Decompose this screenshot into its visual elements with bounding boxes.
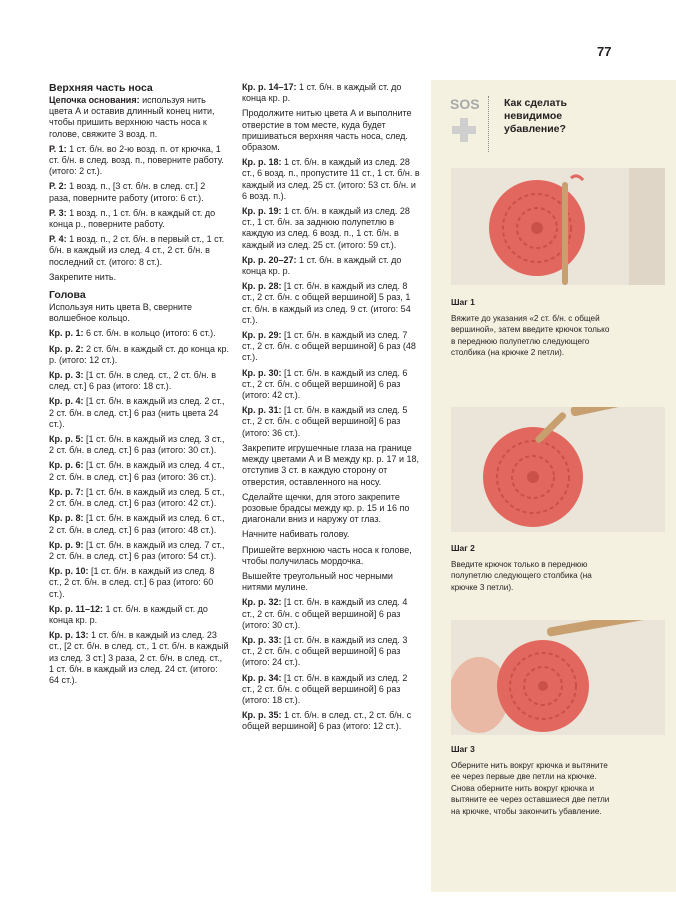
row-text: 1 ст. б/н. в каждый из след. 23 ст., [2 ст. б/н. в след. ст., 1 ст. б/н. в каждый из след. 3 ст.] 3 раза, 2 ст. б/н. в след. ст., 1 ст. б/н. в каждый из след. 24 ст. (итого: 64 ст.). [49, 630, 229, 685]
row-label: Кр. р. 33: [242, 634, 282, 645]
row-text: [1 ст. б/н. в каждый из след. 3 ст., 2 ст. б/н. в след. ст.] 6 раз (итого: 30 ст.). [49, 434, 225, 456]
step-3-text: Оберните нить вокруг крючка и вытяните ее через первые две петли на крючке. Снова оберните нить вокруг крючка и вытяните ее через оставшиеся две петли на крючке, чтобы закончить убавление. [451, 760, 610, 816]
row-label: Кр. р. 10: [49, 566, 89, 577]
row-text: [1 ст. б/н. в каждый из след. 4 ст., 2 ст. б/н. с общей вершиной] 6 раз (итого: 30 ст.). [242, 597, 408, 630]
row-label: Кр. р. 2: [49, 343, 84, 354]
row-text: [1 ст. б/н. в каждый из след. 2 ст., 2 ст. б/н. в след. ст.] 6 раз (нить цвета 24 ст.). [49, 396, 225, 429]
row-text: [1 ст. б/н. в каждый из след. 7 ст., 2 ст. б/н. с общей вершиной] 6 раз (48 ст.). [242, 330, 416, 363]
row-label: Кр. р. 7: [49, 486, 84, 497]
row-text: 1 ст. б/н. в каждый из след. 28 ст., 6 возд. п., пропустите 11 ст., 1 ст. б/н. в каждый из след. 25 ст. (итого: 53 ст. б/н. и 6 возд. п.). [242, 157, 420, 201]
row-label: Кр. р. 4: [49, 396, 84, 407]
pattern-row [49, 208, 229, 230]
row-text: Начните набивать голову. [242, 529, 350, 540]
pattern-row [242, 597, 420, 631]
row-label: Кр. р. 34: [242, 672, 282, 683]
pattern-row [49, 460, 229, 482]
row-text: Вышейте треугольный нос черными нитями мулине. [242, 570, 393, 593]
pattern-row [49, 344, 229, 366]
step-3-label: Шаг 3 [451, 744, 475, 754]
row-label: Р. 4: [49, 234, 67, 245]
pattern-row [242, 635, 420, 669]
pattern-row [49, 234, 229, 268]
left-column [49, 82, 229, 690]
pattern-row [242, 492, 420, 526]
row-label: Кр. р. 35: [242, 710, 282, 721]
row-label: Р. 2: [49, 181, 67, 192]
pattern-row [242, 82, 420, 104]
row-text: Продолжите нитью цвета А и выполните отверстие в том месте, куда будет пришиваться верхняя часть носа, след. образом. [242, 108, 412, 153]
pattern-row [49, 630, 229, 686]
row-text: 1 ст. б/н. в каждый из след. 28 ст., 1 ст. б/н. за заднюю полупетлю в каждую из след. 6 возд. п., 1 ст. б/н. в каждый из след. 25 ст. (итого: 59 ст.). [242, 206, 410, 250]
pattern-row [242, 368, 420, 402]
row-text: 1 возд. п., [3 ст. б/н. в след. ст.] 2 раза, поверните работу (итого: 6 ст.). [49, 181, 206, 203]
pattern-row [49, 181, 229, 203]
row-text: [1 ст. б/н. в каждый из след. 8 ст., 2 ст. б/н. с общей вершиной] 5 раз, 1 ст. б/н. в каждый из след. 9 ст. (итого: 54 ст.). [242, 281, 411, 325]
chain-text: используя нить цвета А и оставив длинный конец нити, чтобы пришить верхнюю часть носа к голове, свяжите 3 возд. п. [49, 95, 215, 139]
row-text: 1 ст. б/н. во 2-ю возд. п. от крючка, 1 ст. б/н. в след. возд. п., поверните работу. (итого: 2 ст.). [49, 143, 224, 177]
row-text: [1 ст. б/н. в каждый из след. 2 ст., 2 ст. б/н. с общей вершиной] 6 раз (итого: 18 ст.). [242, 672, 408, 705]
row-text: 2 ст. б/н. в каждый ст. до конца кр. р. (итого: 12 ст.). [49, 343, 229, 365]
pattern-row [49, 434, 229, 456]
chain-paragraph [49, 95, 229, 140]
nose-rows [49, 144, 229, 268]
row-text: 1 ст. б/н. в каждый ст. до конца кр. р. [49, 603, 208, 625]
pattern-row [49, 144, 229, 178]
pattern-row [49, 540, 229, 562]
step-2-text: Введите крючок только в переднюю полупетлю следующего столбика (на крючке 3 петли). [451, 559, 592, 592]
pattern-row [242, 571, 420, 593]
head-title: Голова [49, 289, 86, 302]
pattern-row [49, 604, 229, 626]
pattern-row [49, 370, 229, 392]
row-text: [1 ст. б/н. в каждый из след. 7 ст., 2 ст. б/н. в след. ст.] 6 раз (итого: 54 ст.). [49, 539, 225, 561]
row-label: Кр. р. 11–12: [49, 603, 104, 614]
step-2-label: Шаг 2 [451, 543, 475, 553]
row-label: Кр. р. 5: [49, 434, 84, 445]
pattern-row [242, 673, 420, 707]
step-1-label: Шаг 1 [451, 297, 475, 307]
pattern-row [49, 328, 229, 339]
row-text: [1 ст. б/н. в каждый из след. 6 ст., 2 ст. б/н. в след. ст.] 6 раз (итого: 48 ст.). [49, 513, 225, 535]
row-text: 6 ст. б/н. в кольцо (итого: 6 ст.). [83, 328, 216, 339]
pattern-row [242, 443, 420, 488]
pattern-row [242, 545, 420, 567]
row-label: Кр. р. 28: [242, 281, 282, 292]
row-label: Кр. р. 6: [49, 460, 84, 471]
right-column [242, 82, 420, 737]
row-label: Р. 1: [49, 143, 67, 154]
head-intro: Используя нить цвета В, сверните волшебное кольцо. [49, 302, 192, 324]
pattern-row [242, 710, 420, 732]
pattern-row [49, 396, 229, 430]
step-2-photo [451, 407, 665, 532]
row-text: 1 ст. б/н. в след. ст., 2 ст. б/н. с общей вершиной] 6 раз (итого: 12 ст.). [242, 710, 412, 732]
row-label: Кр. р. 13: [49, 630, 89, 641]
dotted-divider [488, 96, 489, 152]
plus-icon-bar [452, 126, 476, 134]
row-text: [1 ст. б/н. в каждый из след. 5 ст., 2 ст. б/н. в след. ст.] 6 раз (итого: 42 ст.). [49, 486, 225, 509]
sos-title: Как сделать невидимое убавление? [504, 97, 567, 135]
right-blocks [242, 82, 420, 733]
row-label: Кр. р. 1: [49, 328, 84, 339]
pattern-row [49, 566, 229, 600]
pattern-row [242, 157, 420, 202]
row-text: 1 возд. п., 1 ст. б/н. в каждый ст. до конца р., поверните работу. [49, 207, 216, 230]
row-text: [1 ст. б/н. в каждый из след. 5 ст., 2 ст. б/н. с общей вершиной] 6 раз (итого: 36 ст.). [242, 405, 408, 438]
row-text: Пришейте верхнюю часть носа к голове, чтобы получилась мордочка. [242, 544, 412, 566]
pattern-row [242, 405, 420, 439]
sos-badge: SOS [450, 96, 480, 112]
row-label: Кр. р. 14–17: [242, 82, 297, 92]
pattern-row [242, 255, 420, 277]
chain-label: Цепочка основания: [49, 95, 140, 105]
pattern-row [242, 330, 420, 364]
row-text: [1 ст. б/н. в след. ст., 2 ст. б/н. в след. ст.] 6 раз (итого: 18 ст.). [49, 370, 217, 392]
row-text: Закрепите игрушечные глаза на границе между цветами А и В между кр. р. 17 и 18, отступив 3 ст. в каждую сторону от отверстия, оставленного на носу. [242, 442, 420, 487]
row-label: Кр. р. 32: [242, 597, 282, 608]
row-text: 1 ст. б/н. в каждый ст. до конца кр. р. [242, 82, 402, 104]
step-1 [451, 297, 611, 359]
row-label: Кр. р. 31: [242, 405, 282, 416]
pattern-row [242, 529, 420, 540]
row-text: [1 ст. б/н. в каждый из след. 6 ст., 2 ст. б/н. с общей вершиной] 6 раз (итого: 42 ст.). [242, 367, 408, 401]
pattern-row [49, 513, 229, 535]
row-label: Кр. р. 9: [49, 539, 84, 550]
row-label: Кр. р. 20–27: [242, 254, 297, 265]
step-2 [451, 543, 611, 593]
row-text: [1 ст. б/н. в каждый из след. 8 ст., 2 ст. б/н. в след. ст.] 6 раз (итого: 60 ст.). [49, 566, 215, 599]
row-label: Кр. р. 8: [49, 513, 84, 524]
row-text: [1 ст. б/н. в каждый из след. 3 ст., 2 ст. б/н. с общей вершиной] 6 раз (итого: 24 ст.). [242, 634, 408, 668]
row-text: Сделайте щечки, для этого закрепите розовые брадсы между кр. р. 15 и 16 по диагонали вниз и наружу от глаз. [242, 491, 410, 525]
step-1-text: Вяжите до указания «2 ст. б/н. с общей вершиной», затем введите крючок только в переднюю полупетлю следующего столбика (на крючке 2 петли). [451, 313, 610, 357]
section-title: Верхняя часть носа [49, 82, 153, 94]
row-label: Кр. р. 3: [49, 370, 84, 381]
pattern-row [242, 108, 420, 153]
step-3 [451, 744, 611, 817]
row-text: [1 ст. б/н. в каждый из след. 4 ст., 2 ст. б/н. в след. ст.] 6 раз (итого: 36 ст.). [49, 460, 225, 482]
fasten-text: Закрепите нить. [49, 271, 117, 282]
row-label: Кр. р. 19: [242, 206, 282, 217]
head-rows [49, 328, 229, 686]
pattern-row [49, 487, 229, 509]
row-text: 1 возд. п., 2 ст. б/н. в первый ст., 1 ст. б/н. в каждый из след. 4 ст., 2 ст. б/н. в последний ст. (итого: 8 ст.). [49, 234, 225, 267]
row-label: Кр. р. 29: [242, 330, 282, 341]
step-1-photo [451, 168, 665, 285]
row-label: Кр. р. 30: [242, 367, 282, 378]
step-3-photo [451, 620, 665, 735]
row-label: Кр. р. 18: [242, 157, 282, 168]
pattern-row [242, 206, 420, 251]
page-number: 77 [597, 44, 612, 59]
row-text: 1 ст. б/н. в каждый ст. до конца кр. р. [242, 254, 402, 277]
row-label: Р. 3: [49, 207, 67, 218]
pattern-row [242, 281, 420, 326]
